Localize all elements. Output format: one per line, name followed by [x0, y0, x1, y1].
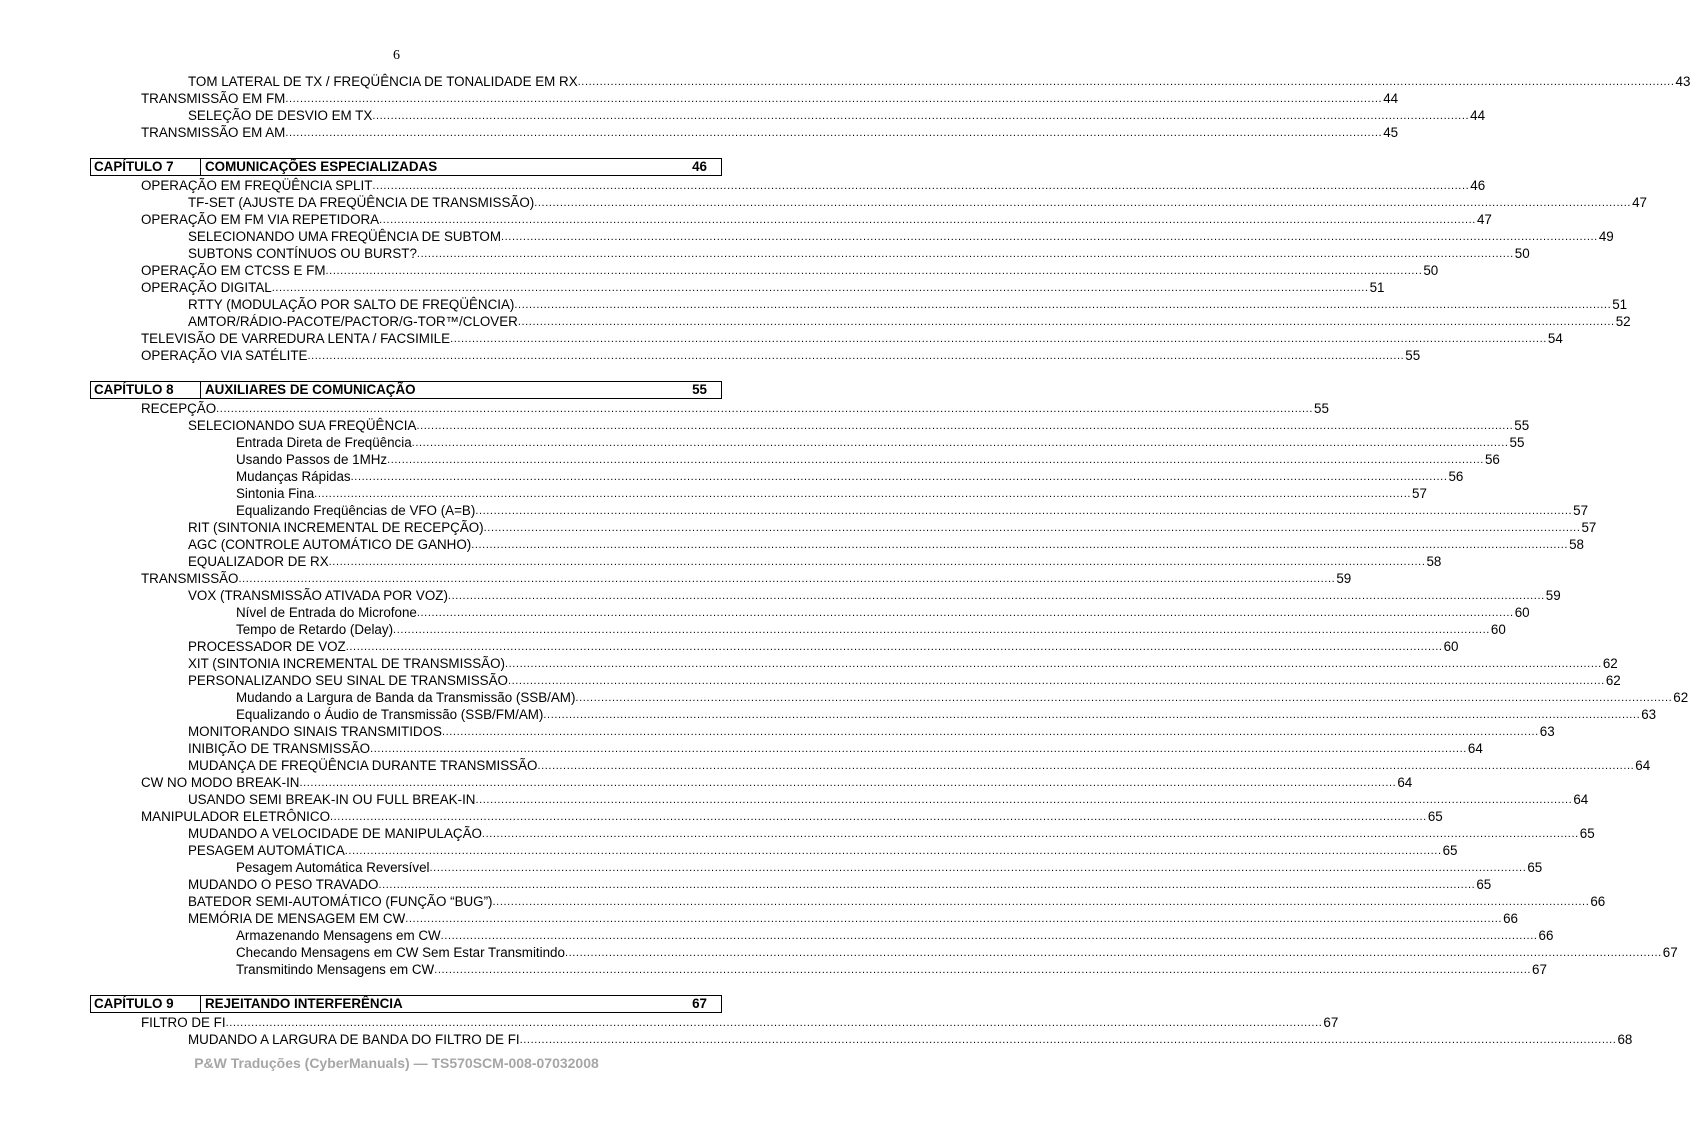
- dot-leader: ............................................................................................................................................................................................................................................................................................................: [344, 845, 1442, 857]
- toc-entry-title: Sintonia Fina: [236, 486, 315, 501]
- toc-entry-page: 54: [1547, 331, 1563, 346]
- toc-entry-title: MUDANDO A LARGURA DE BANDA DO FILTRO DE FI: [188, 1032, 520, 1047]
- toc-entry[interactable]: [90, 536, 1584, 553]
- dot-leader: ............................................................................................................................................................................................................................................................................................................: [372, 110, 1470, 122]
- toc-entry-title: SELECIONANDO SUA FREQÜÊNCIA: [188, 418, 417, 433]
- dot-leader: ............................................................................................................................................................................................................................................................................................................: [543, 709, 1641, 721]
- toc-entry[interactable]: [90, 400, 1329, 417]
- toc-entry[interactable]: [90, 313, 1631, 330]
- toc-entry[interactable]: [90, 519, 1597, 536]
- toc-entry-title: Entrada Direta de Freqüência: [236, 435, 412, 450]
- toc-entry-title: PERSONALIZANDO SEU SINAL DE TRANSMISSÃO: [188, 673, 508, 688]
- toc-entry-page: 50: [1514, 246, 1530, 261]
- toc-entry-title: MONITORANDO SINAIS TRANSMITIDOS: [188, 724, 442, 739]
- toc-entry-title: TOM LATERAL DE TX / FREQÜÊNCIA DE TONALIDADE EM RX: [188, 74, 578, 89]
- toc-entry-page: 44: [1470, 108, 1486, 123]
- toc-entry[interactable]: [90, 279, 1385, 296]
- toc-entry-page: 65: [1427, 809, 1443, 824]
- toc-entry-title: Equalizando Freqüências de VFO (A=B): [236, 503, 476, 518]
- dot-leader: ............................................................................................................................................................................................................................................................................................................: [416, 420, 1514, 432]
- dot-leader: ............................................................................................................................................................................................................................................................................................................: [416, 248, 1514, 260]
- toc-entry-page: 64: [1397, 775, 1413, 790]
- toc-entry-title: RIT (SINTONIA INCREMENTAL DE RECEPÇÃO): [188, 520, 484, 535]
- toc-entry-title: INIBIÇÃO DE TRANSMISSÃO: [188, 741, 371, 756]
- toc-entry-title: XIT (SINTONIA INCREMENTAL DE TRANSMISSÃO): [188, 656, 505, 671]
- dot-leader: ............................................................................................................................................................................................................................................................................................................: [501, 231, 1598, 243]
- toc-entry-title: Tempo de Retardo (Delay): [236, 622, 394, 637]
- toc-entry[interactable]: [90, 347, 1421, 364]
- toc-entry-title: SELECIONANDO UMA FREQÜÊNCIA DE SUBTOM: [188, 229, 501, 244]
- toc-entry-page: 56: [1484, 452, 1500, 467]
- dot-leader: ............................................................................................................................................................................................................................................................................................................: [507, 675, 1605, 687]
- toc-entry-page: 68: [1617, 1032, 1633, 1047]
- toc-entry-title: AMTOR/RÁDIO-PACOTE/PACTOR/G-TOR™/CLOVER: [188, 314, 518, 329]
- toc-entry[interactable]: [90, 825, 1595, 842]
- toc-entry-page: 65: [1476, 877, 1492, 892]
- toc-entry-title: VOX (TRANSMISSÃO ATIVADA POR VOZ): [188, 588, 448, 603]
- toc-entry-page: 56: [1448, 469, 1464, 484]
- toc-entry[interactable]: [90, 1031, 1633, 1048]
- toc-entry-title: TF-SET (AJUSTE DA FREQÜÊNCIA DE TRANSMISSÃO): [188, 195, 535, 210]
- toc-entry-page: 66: [1590, 894, 1606, 909]
- toc-entry-title: OPERAÇÃO EM FM VIA REPETIDORA: [141, 212, 380, 227]
- dot-leader: ............................................................................................................................................................................................................................................................................................................: [537, 760, 1635, 772]
- dot-leader: ............................................................................................................................................................................................................................................................................................................: [314, 488, 1412, 500]
- toc-entry-page: 63: [1641, 707, 1657, 722]
- toc-entry[interactable]: [90, 73, 1690, 90]
- toc-entry-title: CW NO MODO BREAK-IN: [141, 775, 300, 790]
- dot-leader: ............................................................................................................................................................................................................................................................................................................: [216, 403, 1313, 415]
- toc-entry-page: 67: [1662, 945, 1678, 960]
- toc-entry-page: 66: [1503, 911, 1518, 926]
- chapter-title: AUXILIARES DE COMUNICAÇÃO: [205, 382, 416, 397]
- toc-entry-page: 55: [1314, 401, 1329, 416]
- dot-leader: ............................................................................................................................................................................................................................................................................................................: [514, 299, 1612, 311]
- toc-entry[interactable]: [90, 927, 1554, 944]
- chapter-page: 46: [692, 159, 707, 174]
- toc-entry[interactable]: [90, 485, 1427, 502]
- toc-entry[interactable]: [90, 245, 1530, 262]
- toc-entry[interactable]: [90, 211, 1492, 228]
- toc-entry-title: MEMÓRIA DE MENSAGEM EM CW: [188, 911, 406, 926]
- toc-entry-page: 50: [1423, 263, 1439, 278]
- dot-leader: ............................................................................................................................................................................................................................................................................................................: [285, 127, 1383, 139]
- toc-entry[interactable]: [90, 587, 1561, 604]
- toc-entry-page: 60: [1514, 605, 1530, 620]
- chapter-heading: [90, 381, 722, 399]
- chapter-page: 67: [692, 996, 707, 1011]
- chapter-heading: [90, 995, 722, 1013]
- toc-entry-title: Checando Mensagens em CW Sem Estar Transmitindo: [236, 945, 565, 960]
- toc-entry-page: 62: [1673, 690, 1689, 705]
- toc-entry-page: 59: [1336, 571, 1352, 586]
- toc-entry[interactable]: [90, 124, 1399, 141]
- section-gap: [90, 364, 722, 381]
- toc-entry[interactable]: [90, 228, 1614, 245]
- toc-entry-title: MUDANDO O PESO TRAVADO: [188, 877, 379, 892]
- toc-entry-title: RTTY (MODULAÇÃO POR SALTO DE FREQÜÊNCIA): [188, 297, 515, 312]
- dot-leader: ............................................................................................................................................................................................................................................................................................................: [504, 658, 1602, 670]
- toc-entry-title: OPERAÇÃO DIGITAL: [141, 280, 272, 295]
- page-number: 6: [393, 48, 400, 63]
- toc-entry-title: OPERAÇÃO EM FREQÜÊNCIA SPLIT: [141, 178, 373, 193]
- toc-entry-title: Mudanças Rápidas: [236, 469, 351, 484]
- toc-entry[interactable]: [90, 451, 1500, 468]
- dot-leader: ............................................................................................................................................................................................................................................................................................................: [405, 913, 1503, 925]
- toc-entry-title: Armazenando Mensagens em CW: [236, 928, 441, 943]
- table-of-contents: [90, 73, 1690, 1048]
- dot-leader: ............................................................................................................................................................................................................................................................................................................: [238, 573, 1336, 585]
- toc-entry-page: 47: [1476, 212, 1492, 227]
- toc-entry-page: 55: [1509, 435, 1525, 450]
- toc-entry-page: 57: [1573, 503, 1589, 518]
- toc-entry-page: 58: [1426, 554, 1442, 569]
- dot-leader: ............................................................................................................................................................................................................................................................................................................: [441, 726, 1539, 738]
- toc-entry-page: 51: [1369, 280, 1385, 295]
- toc-entry[interactable]: [90, 604, 1530, 621]
- toc-entry-page: 65: [1527, 860, 1543, 875]
- dot-leader: ............................................................................................................................................................................................................................................................................................................: [475, 505, 1573, 517]
- toc-entry-title: TRANSMISSÃO EM AM: [141, 125, 286, 140]
- toc-entry-page: 58: [1569, 537, 1584, 552]
- toc-entry[interactable]: [90, 262, 1439, 279]
- toc-entry[interactable]: [90, 757, 1651, 774]
- dot-leader: ............................................................................................................................................................................................................................................................................................................: [434, 964, 1532, 976]
- dot-leader: ............................................................................................................................................................................................................................................................................................................: [271, 282, 1369, 294]
- toc-entry-page: 55: [1405, 348, 1421, 363]
- toc-entry-page: 52: [1615, 314, 1631, 329]
- dot-leader: ............................................................................................................................................................................................................................................................................................................: [299, 777, 1397, 789]
- toc-entry-title: MANIPULADOR ELETRÔNICO: [141, 809, 330, 824]
- toc-entry-page: 44: [1383, 91, 1399, 106]
- toc-entry[interactable]: [90, 791, 1589, 808]
- toc-entry-page: 65: [1442, 843, 1458, 858]
- toc-entry-page: 51: [1612, 297, 1628, 312]
- chapter-number: CAPÍTULO 8: [91, 382, 201, 398]
- page-footer: P&W Traduções (CyberManuals) — TS570SCM-008-07032008: [194, 1055, 599, 1071]
- dot-leader: ............................................................................................................................................................................................................................................................................................................: [447, 590, 1545, 602]
- dot-leader: ............................................................................................................................................................................................................................................................................................................: [325, 265, 1423, 277]
- toc-entry[interactable]: [90, 502, 1589, 519]
- dot-leader: ............................................................................................................................................................................................................................................................................................................: [450, 333, 1547, 345]
- chapter-number: CAPÍTULO 9: [91, 996, 201, 1012]
- toc-entry[interactable]: [90, 434, 1525, 451]
- dot-leader: ............................................................................................................................................................................................................................................................................................................: [575, 692, 1673, 704]
- toc-entry[interactable]: [90, 1014, 1339, 1031]
- dot-leader: ............................................................................................................................................................................................................................................................................................................: [517, 316, 1615, 328]
- toc-entry[interactable]: [90, 961, 1547, 978]
- toc-entry-title: Mudando a Largura de Banda da Transmissão (SSB/AM): [236, 690, 576, 705]
- toc-entry[interactable]: [90, 417, 1530, 434]
- toc-entry[interactable]: [90, 910, 1518, 927]
- chapter-title: REJEITANDO INTERFERÊNCIA: [205, 996, 403, 1011]
- dot-leader: ............................................................................................................................................................................................................................................................................................................: [378, 879, 1476, 891]
- toc-entry[interactable]: [90, 689, 1689, 706]
- toc-entry-title: FILTRO DE FI: [141, 1015, 226, 1030]
- dot-leader: ............................................................................................................................................................................................................................................................................................................: [481, 828, 1579, 840]
- toc-entry-title: TRANSMISSÃO EM FM: [141, 91, 286, 106]
- toc-entry[interactable]: [90, 638, 1459, 655]
- dot-leader: ............................................................................................................................................................................................................................................................................................................: [577, 76, 1675, 88]
- toc-entry-page: 43: [1675, 74, 1690, 89]
- toc-entry-title: OPERAÇÃO VIA SATÉLITE: [141, 348, 308, 363]
- toc-entry[interactable]: [90, 893, 1606, 910]
- toc-entry[interactable]: [90, 859, 1543, 876]
- toc-entry[interactable]: [90, 90, 1399, 107]
- dot-leader: ............................................................................................................................................................................................................................................................................................................: [483, 522, 1581, 534]
- toc-entry-title: MUDANÇA DE FREQÜÊNCIA DURANTE TRANSMISSÃO: [188, 758, 538, 773]
- toc-entry-title: Equalizando o Áudio de Transmissão (SSB/FM/AM): [236, 707, 544, 722]
- toc-entry-page: 67: [1323, 1015, 1339, 1030]
- toc-entry-page: 59: [1545, 588, 1561, 603]
- dot-leader: ............................................................................................................................................................................................................................................................................................................: [330, 811, 1427, 823]
- dot-leader: ............................................................................................................................................................................................................................................................................................................: [370, 743, 1467, 755]
- dot-leader: ............................................................................................................................................................................................................................................................................................................: [225, 1017, 1323, 1029]
- chapter-page: 55: [692, 382, 707, 397]
- toc-entry-title: Usando Passos de 1MHz: [236, 452, 388, 467]
- section-gap: [90, 141, 722, 158]
- chapter-title: COMUNICAÇÕES ESPECIALIZADAS: [205, 159, 438, 174]
- toc-entry[interactable]: [90, 808, 1443, 825]
- dot-leader: ............................................................................................................................................................................................................................................................................................................: [534, 197, 1632, 209]
- toc-entry[interactable]: [90, 774, 1413, 791]
- toc-entry-page: 62: [1605, 673, 1621, 688]
- dot-leader: ............................................................................................................................................................................................................................................................................................................: [387, 454, 1484, 466]
- toc-entry-page: 64: [1635, 758, 1651, 773]
- toc-entry-title: MUDANDO A VELOCIDADE DE MANIPULAÇÃO: [188, 826, 482, 841]
- dot-leader: ............................................................................................................................................................................................................................................................................................................: [345, 641, 1443, 653]
- toc-entry[interactable]: [90, 842, 1458, 859]
- toc-entry[interactable]: [90, 740, 1483, 757]
- toc-entry-page: 47: [1632, 195, 1647, 210]
- toc-entry-page: 46: [1470, 178, 1486, 193]
- dot-leader: ............................................................................................................................................................................................................................................................................................................: [416, 607, 1514, 619]
- dot-leader: ............................................................................................................................................................................................................................................................................................................: [440, 930, 1538, 942]
- toc-entry-title: OPERAÇÃO EM CTCSS E FM: [141, 263, 326, 278]
- toc-entry-title: EQUALIZADOR DE RX: [188, 554, 329, 569]
- toc-entry[interactable]: [90, 723, 1555, 740]
- dot-leader: ............................................................................................................................................................................................................................................................................................................: [475, 794, 1573, 806]
- toc-entry[interactable]: [90, 330, 1563, 347]
- toc-entry[interactable]: [90, 570, 1352, 587]
- toc-entry-title: SELEÇÃO DE DESVIO EM TX: [188, 108, 373, 123]
- dot-leader: ............................................................................................................................................................................................................................................................................................................: [564, 947, 1662, 959]
- toc-entry-title: TELEVISÃO DE VARREDURA LENTA / FACSIMILE: [141, 331, 451, 346]
- dot-leader: ............................................................................................................................................................................................................................................................................................................: [411, 437, 1509, 449]
- toc-entry[interactable]: [90, 621, 1506, 638]
- toc-entry-title: RECEPÇÃO: [141, 401, 217, 416]
- toc-entry-page: 66: [1538, 928, 1554, 943]
- dot-leader: ............................................................................................................................................................................................................................................................................................................: [285, 93, 1383, 105]
- dot-leader: ............................................................................................................................................................................................................................................................................................................: [471, 539, 1569, 551]
- toc-entry-page: 60: [1443, 639, 1459, 654]
- chapter-heading: [90, 158, 722, 176]
- toc-entry-title: USANDO SEMI BREAK-IN OU FULL BREAK-IN: [188, 792, 476, 807]
- toc-entry-page: 63: [1539, 724, 1555, 739]
- toc-entry[interactable]: [90, 468, 1464, 485]
- dot-leader: ............................................................................................................................................................................................................................................................................................................: [307, 350, 1405, 362]
- toc-entry-title: Pesagem Automática Reversível: [236, 860, 430, 875]
- toc-entry-title: TRANSMISSÃO: [141, 571, 239, 586]
- toc-entry-page: 45: [1383, 125, 1399, 140]
- toc-entry-title: SUBTONS CONTÍNUOS OU BURST?: [188, 246, 417, 261]
- dot-leader: ............................................................................................................................................................................................................................................................................................................: [379, 214, 1476, 226]
- toc-entry-page: 65: [1579, 826, 1595, 841]
- toc-entry-title: PROCESSADOR DE VOZ: [188, 639, 346, 654]
- toc-entry[interactable]: [90, 876, 1492, 893]
- dot-leader: ............................................................................................................................................................................................................................................................................................................: [429, 862, 1527, 874]
- toc-entry[interactable]: [90, 706, 1657, 723]
- dot-leader: ............................................................................................................................................................................................................................................................................................................: [372, 180, 1470, 192]
- toc-entry-page: 60: [1490, 622, 1506, 637]
- toc-entry-title: Transmitindo Mensagens em CW: [236, 962, 435, 977]
- toc-entry[interactable]: [90, 177, 1486, 194]
- toc-entry-page: 55: [1514, 418, 1530, 433]
- section-gap: [90, 978, 722, 995]
- toc-entry-title: Nível de Entrada do Microfone: [236, 605, 417, 620]
- toc-entry-page: 64: [1573, 792, 1589, 807]
- toc-entry[interactable]: [90, 655, 1618, 672]
- toc-entry[interactable]: [90, 296, 1628, 313]
- dot-leader: ............................................................................................................................................................................................................................................................................................................: [519, 1034, 1617, 1046]
- toc-entry[interactable]: [90, 944, 1678, 961]
- toc-entry-page: 67: [1532, 962, 1547, 977]
- toc-entry-title: PESAGEM AUTOMÁTICA: [188, 843, 345, 858]
- toc-entry-page: 64: [1467, 741, 1483, 756]
- toc-entry-page: 57: [1581, 520, 1597, 535]
- dot-leader: ............................................................................................................................................................................................................................................................................................................: [328, 556, 1426, 568]
- toc-entry[interactable]: [90, 194, 1647, 211]
- dot-leader: ............................................................................................................................................................................................................................................................................................................: [350, 471, 1448, 483]
- toc-entry[interactable]: [90, 672, 1621, 689]
- toc-entry[interactable]: [90, 553, 1442, 570]
- chapter-number: CAPÍTULO 7: [91, 159, 201, 175]
- dot-leader: ............................................................................................................................................................................................................................................................................................................: [492, 896, 1590, 908]
- toc-entry-title: BATEDOR SEMI-AUTOMÁTICO (FUNÇÃO “BUG”): [188, 894, 493, 909]
- toc-entry-title: AGC (CONTROLE AUTOMÁTICO DE GANHO): [188, 537, 472, 552]
- toc-entry-page: 62: [1602, 656, 1618, 671]
- toc-entry[interactable]: [90, 107, 1486, 124]
- toc-entry-page: 57: [1412, 486, 1427, 501]
- dot-leader: ............................................................................................................................................................................................................................................................................................................: [393, 624, 1490, 636]
- toc-entry-page: 49: [1598, 229, 1614, 244]
